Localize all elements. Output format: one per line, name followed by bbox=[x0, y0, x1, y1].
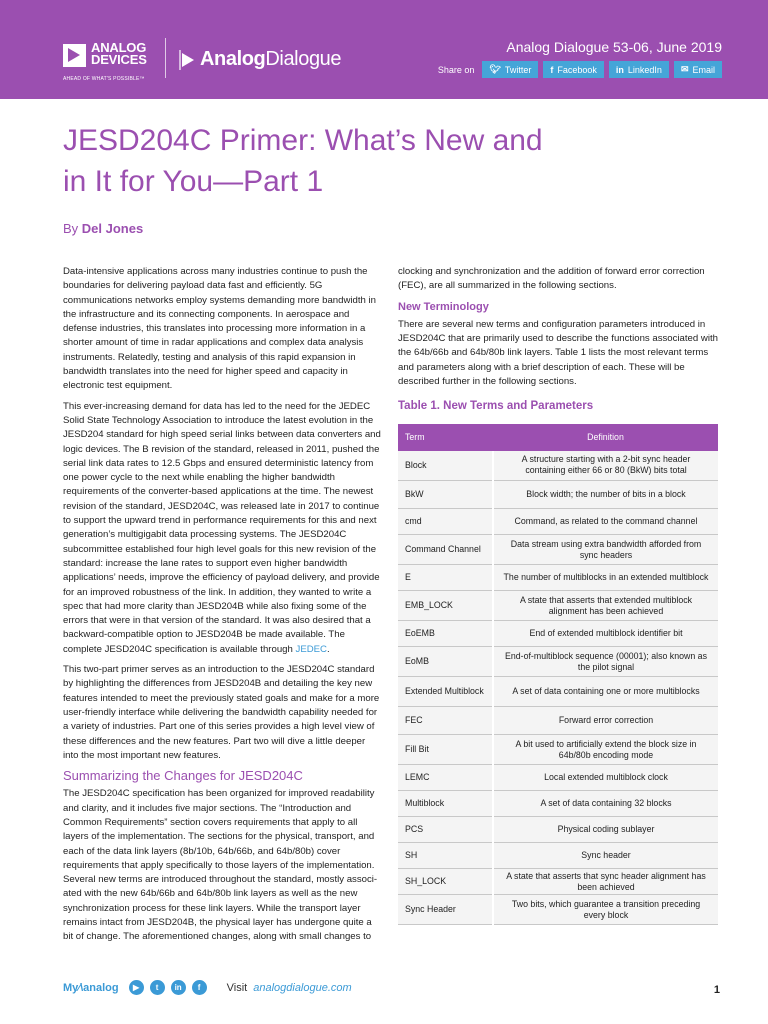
definition-cell: A set of data containing one or more multiblocks bbox=[493, 677, 718, 707]
linkedin-icon[interactable]: in bbox=[171, 980, 186, 995]
left-column bbox=[63, 265, 381, 951]
byline bbox=[63, 221, 143, 236]
share-email-label: Email bbox=[692, 64, 715, 75]
table-row bbox=[398, 817, 718, 843]
share-label: Share on bbox=[437, 64, 475, 75]
analog-dialogue-logo[interactable] bbox=[178, 48, 341, 71]
definition-cell: Sync header bbox=[493, 843, 718, 869]
term-cell: EMB_LOCK bbox=[398, 591, 493, 621]
term-cell: BkW bbox=[398, 481, 493, 509]
jedec-link[interactable]: JEDEC bbox=[295, 643, 327, 655]
youtube-icon[interactable]: ▶ bbox=[129, 980, 144, 995]
table-row bbox=[398, 621, 718, 647]
right-column bbox=[398, 265, 718, 925]
terms-table bbox=[398, 424, 718, 926]
myanalog-logo[interactable]: My∕\analog bbox=[63, 981, 119, 994]
table-row bbox=[398, 895, 718, 925]
table-row bbox=[398, 509, 718, 535]
definition-cell: Block width; the number of bits in a block bbox=[493, 481, 718, 509]
dialogue-mark-icon bbox=[178, 49, 196, 71]
share-linkedin-label: LinkedIn bbox=[627, 64, 662, 75]
table-row bbox=[398, 677, 718, 707]
header-divider bbox=[165, 38, 166, 78]
table-row bbox=[398, 791, 718, 817]
term-cell: E bbox=[398, 565, 493, 591]
dialogue-bold: Analog bbox=[200, 48, 266, 70]
definition-cell: End of extended multiblock identifier bit bbox=[493, 621, 718, 647]
table-row bbox=[398, 707, 718, 735]
share-facebook-label: Facebook bbox=[557, 64, 597, 75]
title-line2: in It for You—Part 1 bbox=[63, 165, 324, 198]
visit-label: Visit bbox=[226, 981, 248, 994]
paragraph-text: This ever-increasing demand for data has led to the need for the JEDEC Solid State Technology Association to introduce the latest evolution in the JESD204 standard for high speed serial links between data converters and logic devices. The B revision of the standard, released in 2011, pushed the serial link data rates to 12.5 Gbps and ensured deterministic latency from one power cycle to the next while enabling the higher bandwidth requirements of the converter-based applications at the time. The newest revision of the standard, JESD204C, was released late in 2017 to continue to support the upward trend in performance requirements for this and next generation’s multigigabit data processing systems. The JESD204C subcommittee established four high level goals for this new revision of the standard: increase the lane rates to support even higher bandwidth applications’ needs, improve the efficiency of payload delivery, and provide for an improved robustness of the link. In addition, they wanted to write a spec that had more clarity than JESD204B while also fixing some of the errors that were in that version of the standard. It was also desired that a backward-compatible option to JESD204B be made available. The complete JESD204C specification is available through bbox=[63, 400, 381, 655]
term-cell: Fill Bit bbox=[398, 735, 493, 765]
paragraph: clocking and synchronization and the addition of forward error correction (FEC), are all summarized in the following sections. bbox=[398, 266, 705, 292]
term-cell: Sync Header bbox=[398, 895, 493, 925]
facebook-icon[interactable]: f bbox=[192, 980, 207, 995]
share-bar bbox=[438, 61, 722, 78]
definition-cell: Forward error correction bbox=[493, 707, 718, 735]
definition-cell: The number of multiblocks in an extended multiblock bbox=[493, 565, 718, 591]
term-cell: Command Channel bbox=[398, 535, 493, 565]
definition-cell: Two bits, which guarantee a transition preceding every block bbox=[493, 895, 718, 925]
twitter-icon[interactable]: t bbox=[150, 980, 165, 995]
facebook-icon: f bbox=[550, 64, 554, 75]
definition-cell: A state that asserts that extended multiblock alignment has been achieved bbox=[493, 591, 718, 621]
table-row bbox=[398, 765, 718, 791]
header-banner bbox=[0, 0, 768, 99]
analog-devices-logo[interactable] bbox=[63, 42, 147, 67]
brand-line1: ANALOG bbox=[91, 40, 147, 55]
term-cell: Extended Multiblock bbox=[398, 677, 493, 707]
paragraph: There are several new terms and configuration parameters introduced in JESD204C that are primarily used to describe the functions associated with the 64b/66b and 64b/80b link layers. Table 1 lists the most relevant terms and parameters along with a brief description of each. These will be described further in the following sections. bbox=[398, 318, 718, 388]
section-heading: New Terminology bbox=[398, 300, 489, 313]
table-row bbox=[398, 735, 718, 765]
share-linkedin-button[interactable] bbox=[609, 61, 669, 78]
term-cell: PCS bbox=[398, 817, 493, 843]
definition-cell: Local extended multiblock clock bbox=[493, 765, 718, 791]
page-number: 1 bbox=[713, 984, 720, 996]
table-row bbox=[398, 481, 718, 509]
byline-by: By bbox=[63, 221, 79, 236]
definition-cell: A set of data containing 32 blocks bbox=[493, 791, 718, 817]
table-title: Table 1. New Terms and Parameters bbox=[398, 400, 594, 413]
definition-cell: Data stream using extra bandwidth afforded from sync headers bbox=[493, 535, 718, 565]
table-row bbox=[398, 591, 718, 621]
table-header-row bbox=[398, 424, 718, 451]
term-cell: EoEMB bbox=[398, 621, 493, 647]
definition-cell: A bit used to artificially extend the block size in 64b/80b encoding mode bbox=[493, 735, 718, 765]
paragraph-end: . bbox=[326, 643, 330, 655]
definition-cell: End-of-multiblock sequence (00001); also known as the pilot signal bbox=[493, 647, 718, 677]
table-row bbox=[398, 869, 718, 895]
brand-line2: DEVICES bbox=[91, 52, 147, 67]
twitter-icon: 🐦︎ bbox=[489, 64, 501, 74]
share-twitter-label: Twitter bbox=[504, 64, 532, 75]
paragraph: This two-part primer serves as an introduction to the JESD204C standard by highlighting the differences from JESD204B and detailing the key new features intended to meet the previously stated goals and make for a more user-friendly interface while delivering the bandwidth capability needed for a variety of industries. Part one of this series provides a high level view of these differences and the new features. Part two will dive a little deeper into the most important new features. bbox=[63, 664, 380, 761]
title-line1: JESD204C Primer: What’s New and bbox=[63, 124, 543, 157]
term-cell: EoMB bbox=[398, 647, 493, 677]
definition-cell: A structure starting with a 2-bit sync header containing either 66 or 80 (BkW) bits total bbox=[493, 451, 718, 481]
linkedin-icon: in bbox=[615, 64, 624, 75]
term-cell: FEC bbox=[398, 707, 493, 735]
adi-triangle-icon bbox=[63, 44, 86, 67]
email-icon: ✉ bbox=[680, 64, 689, 74]
definition-cell: A state that asserts that sync header alignment has been achieved bbox=[493, 869, 718, 895]
term-cell: SH bbox=[398, 843, 493, 869]
section-heading: Summarizing the Changes for JESD204C bbox=[63, 768, 303, 784]
paragraph: The JESD204C specification has been organized for improved readability and clarity, and it includes five major sections. The “Introduction and Common Requirements” section covers requirements that apply to all layers of the implementation. The sections for the physical, transport, and each of the data link layers (8b/10b, 64b/66b, and 64b/80b) cover requirements that apply specifically to those layers of the implementation. Several new terms are introduced throughout the standard, mostly associated with the new 64b/66b and 64b/80b link layers as well as the new synchronization process for these link layers. While the transport layer remains intact from JESD204B, the physical layer has undergone quite a bit of change. The aforementioned changes, along with small changes to bbox=[63, 788, 378, 943]
table-row bbox=[398, 843, 718, 869]
term-cell: Multiblock bbox=[398, 791, 493, 817]
table-row bbox=[398, 565, 718, 591]
author-name[interactable]: Del Jones bbox=[81, 221, 144, 236]
article-title bbox=[63, 120, 703, 202]
term-cell: LEMC bbox=[398, 765, 493, 791]
share-twitter-button[interactable] bbox=[482, 61, 538, 78]
paragraph bbox=[63, 400, 381, 657]
share-email-button[interactable] bbox=[674, 61, 722, 78]
table-header-term: Term bbox=[398, 424, 493, 451]
term-cell: SH_LOCK bbox=[398, 869, 493, 895]
table-row bbox=[398, 647, 718, 677]
share-facebook-button[interactable] bbox=[543, 61, 604, 78]
term-cell: Block bbox=[398, 451, 493, 481]
footer bbox=[63, 980, 352, 995]
issue-label: Analog Dialogue 53-06, June 2019 bbox=[506, 39, 722, 55]
definition-cell: Physical coding sublayer bbox=[493, 817, 718, 843]
visit-link[interactable]: analogdialogue.com bbox=[253, 981, 352, 994]
paragraph: Data-intensive applications across many industries continue to push the boundaries for delivering payload data fast and efficiently. 5G communications networks employ systems demanding more bandwidth in the infrastructure and its connecting components. In aerospace and defense industries, this translates into processing more information in a shorter amount of time in radar applications and complex data analysis instruments. Relatedly, testing and analysis of this rapid expansion in bandwidth translates into the need for higher speed and capacity in electronic test equipment. bbox=[63, 266, 377, 392]
table-header-definition: Definition bbox=[493, 424, 718, 451]
dialogue-regular: Dialogue bbox=[265, 48, 342, 70]
table-row bbox=[398, 451, 718, 481]
term-cell: cmd bbox=[398, 509, 493, 535]
table-row bbox=[398, 535, 718, 565]
definition-cell: Command, as related to the command channel bbox=[493, 509, 718, 535]
brand-tagline: AHEAD OF WHAT'S POSSIBLE™ bbox=[63, 76, 145, 82]
